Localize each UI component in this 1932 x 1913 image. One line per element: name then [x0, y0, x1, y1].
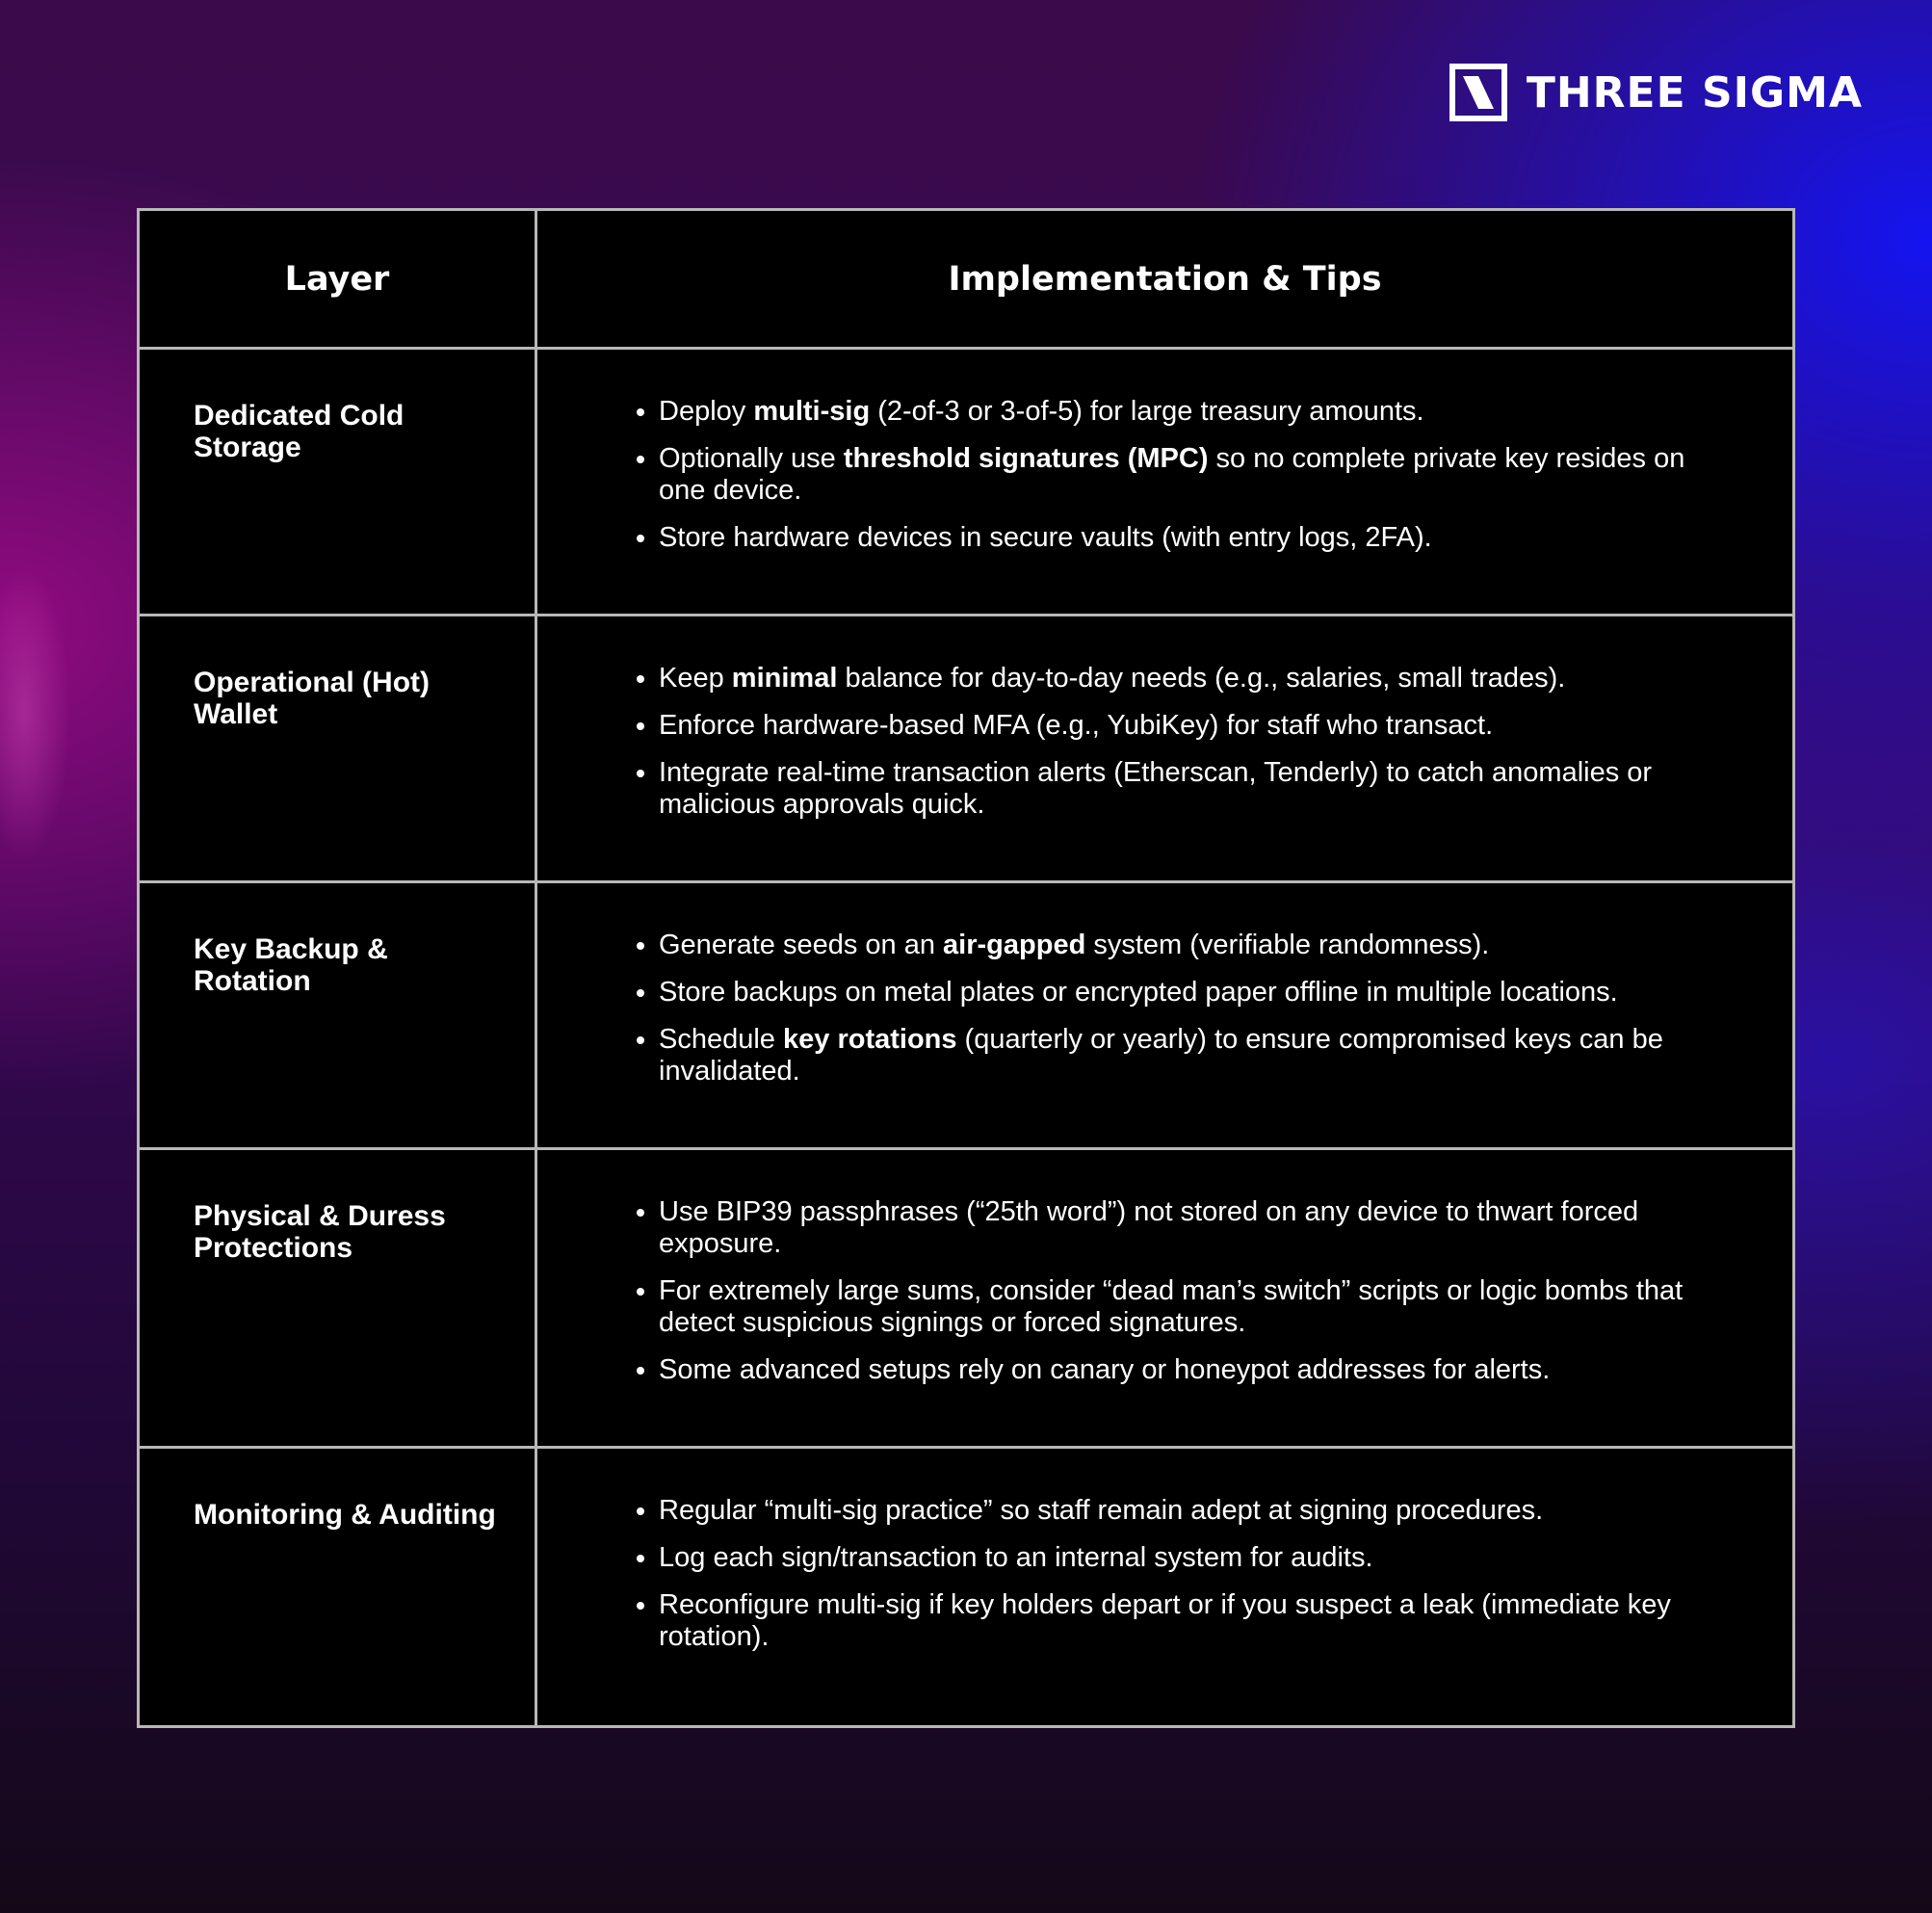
table-row	[139, 882, 1794, 1149]
tip-item	[659, 757, 1723, 821]
tip-text: Store hardware devices in secure vaults (with entry logs, 2FA).	[659, 522, 1432, 553]
tip-text: Reconfigure multi-sig if key holders depart or if you suspect a leak (immediate key rotation).	[659, 1589, 1671, 1652]
tips-list	[624, 396, 1723, 554]
tip-item	[659, 710, 1723, 742]
wallet-security-table	[137, 208, 1795, 1728]
tip-text: Store backups on metal plates or encrypted paper offline in multiple locations.	[659, 977, 1618, 1008]
tip-emphasis: air-gapped	[943, 930, 1086, 960]
tip-text: Generate seeds on an	[659, 930, 944, 960]
tips-cell	[536, 616, 1794, 882]
tip-item	[659, 1024, 1723, 1088]
tip-item	[659, 930, 1723, 961]
table-row	[139, 349, 1794, 616]
tip-text: (2-of-3 or 3-of-5) for large treasury amounts.	[870, 396, 1424, 427]
tip-item	[659, 977, 1723, 1009]
table-row	[139, 1149, 1794, 1448]
tip-emphasis: minimal	[731, 663, 838, 694]
tips-cell	[536, 1149, 1794, 1448]
tip-item	[659, 396, 1723, 428]
tip-text: balance for day-to-day needs (e.g., salaries, small trades).	[837, 663, 1566, 694]
tips-list	[624, 1495, 1723, 1653]
table-row	[139, 1448, 1794, 1727]
layer-cell: Monitoring & Auditing	[139, 1448, 536, 1727]
tip-item	[659, 663, 1723, 694]
tip-item	[659, 1275, 1723, 1339]
layer-cell: Operational (Hot) Wallet	[139, 616, 536, 882]
layer-cell: Key Backup & Rotation	[139, 882, 536, 1149]
layer-cell: Dedicated Cold Storage	[139, 349, 536, 616]
tip-text: Some advanced setups rely on canary or honeypot addresses for alerts.	[659, 1354, 1551, 1385]
tips-cell	[536, 349, 1794, 616]
tip-item	[659, 443, 1723, 507]
tip-item	[659, 1196, 1723, 1260]
tips-cell	[536, 1448, 1794, 1727]
brand-name: THREE SIGMA	[1526, 67, 1863, 118]
tip-text: Keep	[659, 663, 732, 694]
tip-text: Deploy	[659, 396, 754, 427]
header-implementation-tips: Implementation & Tips	[536, 210, 1794, 349]
tip-text: Regular “multi-sig practice” so staff remain adept at signing procedures.	[659, 1495, 1544, 1526]
tips-list	[624, 1196, 1723, 1386]
background-glow	[0, 520, 87, 905]
three-sigma-logo-icon	[1449, 64, 1507, 121]
tip-text: so no complete private key resides on one device.	[659, 443, 1685, 506]
tips-list	[624, 663, 1723, 821]
tip-item	[659, 1354, 1723, 1386]
tip-text: For extremely large sums, consider “dead man’s switch” scripts or logic bombs that detect suspicious signings or forced signatures.	[659, 1275, 1684, 1338]
tips-cell	[536, 882, 1794, 1149]
tip-emphasis: threshold signatures (MPC)	[843, 443, 1209, 474]
tips-list	[624, 930, 1723, 1088]
tip-text: (quarterly or yearly) to ensure compromised keys can be invalidated.	[659, 1024, 1663, 1087]
tip-emphasis: multi-sig	[753, 396, 871, 427]
tip-text: Use BIP39 passphrases (“25th word”) not stored on any device to thwart forced exposure.	[659, 1196, 1639, 1259]
tip-text: Optionally use	[659, 443, 844, 474]
tip-text: Integrate real-time transaction alerts (Etherscan, Tenderly) to catch anomalies or malicious approvals quick.	[659, 757, 1653, 820]
header-layer: Layer	[139, 210, 536, 349]
tip-item	[659, 522, 1723, 554]
tip-item	[659, 1495, 1723, 1527]
tip-text: system (verifiable randomness).	[1085, 930, 1490, 960]
table-row	[139, 616, 1794, 882]
brand-logo	[1449, 62, 1863, 123]
tip-item	[659, 1542, 1723, 1574]
tip-text: Log each sign/transaction to an internal system for audits.	[659, 1542, 1373, 1573]
tip-emphasis: key rotations	[783, 1024, 957, 1055]
layer-cell: Physical & Duress Protections	[139, 1149, 536, 1448]
tip-text: Schedule	[659, 1024, 783, 1055]
tip-item	[659, 1589, 1723, 1653]
tip-text: Enforce hardware-based MFA (e.g., YubiKey) for staff who transact.	[659, 710, 1494, 741]
